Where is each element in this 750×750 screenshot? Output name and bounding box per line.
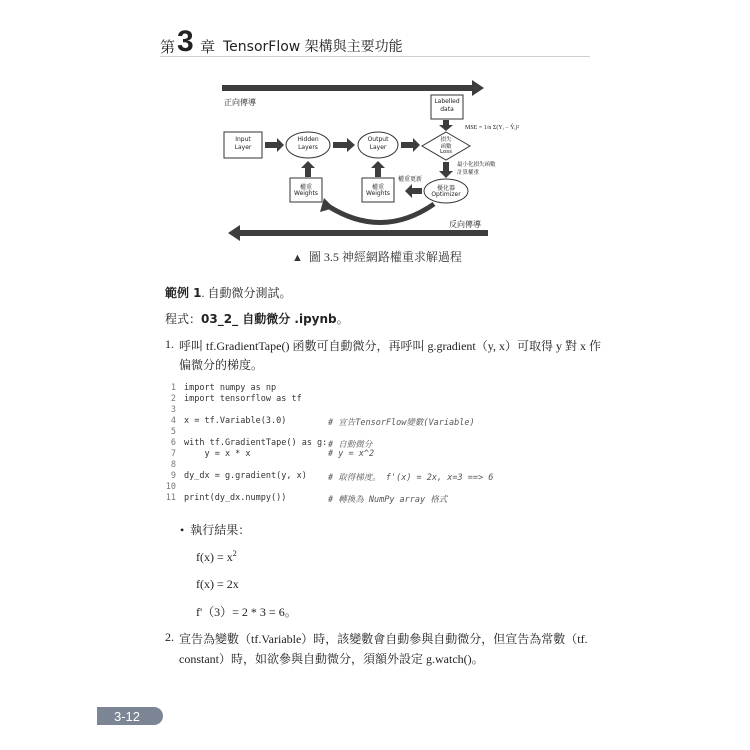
minimize-note-line2: 計算權重 [457, 170, 480, 176]
code-comment: # 自動微分 [328, 440, 373, 450]
code-text: import numpy as np [184, 383, 277, 393]
input-layer-line2: Layer [234, 144, 252, 151]
weights1-line1: 權重 [299, 184, 312, 191]
line-number: 4 [170, 416, 176, 426]
forward-label: 正向傳導 [224, 98, 256, 107]
code-line [165, 438, 327, 449]
line-number: 6 [170, 438, 176, 448]
code-line [165, 482, 184, 493]
code-text: dy_dx = g.gradient(y, x) [184, 471, 307, 481]
result-label: 執行結果： [190, 523, 251, 537]
result-heading [180, 521, 250, 538]
update-label: 權重更新 [398, 176, 423, 183]
neural-network-diagram [222, 80, 520, 245]
backward-arrow-bar [240, 230, 488, 236]
weights2-line1: 權重 [371, 184, 384, 191]
step2-number: 2. [165, 630, 174, 644]
code-line [165, 460, 184, 471]
weights2-line2: Weights [365, 190, 391, 197]
mse-formula: MSE = 1/n Σ(Yᵢ − Ŷᵢ)² [465, 125, 520, 131]
program-line [165, 310, 349, 327]
line-number: 7 [170, 449, 176, 459]
loss-line3: Loss [439, 149, 453, 155]
result-line1-sup: 2 [232, 549, 237, 558]
weights1-line2: Weights [293, 190, 319, 197]
code-line [165, 471, 307, 482]
optimizer-line2: Optimizer [431, 191, 461, 198]
example-heading [165, 284, 292, 301]
page-number-tab [97, 707, 163, 725]
chapter-prefix: 第 [160, 38, 176, 56]
line-number: 8 [170, 460, 176, 470]
program-prefix: 程式： [165, 312, 202, 326]
chapter-title: TensorFlow 架構與主要功能 [223, 39, 403, 55]
forward-arrow-bar [222, 85, 472, 91]
output-layer-line1: Output [367, 136, 389, 143]
code-line [165, 427, 184, 438]
code-line [165, 416, 286, 427]
labelled-data-line2: data [440, 106, 454, 113]
input-layer-line1: Input [235, 136, 251, 143]
code-text: x = tf.Variable(3.0) [184, 416, 287, 426]
backward-arrow-head [228, 225, 240, 241]
caption-triangle-icon: ▲ [292, 252, 303, 264]
chapter-number: 3 [177, 25, 194, 58]
step1-line2: 偏微分的梯度。 [179, 358, 264, 372]
chapter-suffix: 章 [200, 38, 216, 56]
code-block [165, 383, 585, 513]
code-line [165, 383, 276, 394]
code-text: y = x * x [184, 449, 251, 459]
result-line1-base: f(x) = x [196, 550, 233, 564]
optimizer-line1: 優化器 [436, 185, 455, 192]
result-line2: f(x) = 2x [196, 577, 239, 591]
line-number: 5 [170, 427, 176, 437]
loss-line2: 函數 [440, 144, 452, 150]
labelled-data-line1: Labelled [434, 98, 460, 105]
hidden-layers-line2: Layers [298, 144, 318, 151]
step1-line1: 呼叫 tf.GradientTape() 函數可自動微分，再呼叫 g.gradient（y, x）可取得 y 對 x 作 [179, 339, 601, 353]
result-line3: f'（3）= 2 * 3 = 6。 [196, 605, 297, 619]
program-name: 03_2_ 自動微分 .ipynb [201, 312, 337, 326]
code-comment: # 轉換為 NumPy array 格式 [328, 495, 448, 505]
line-number: 1 [170, 383, 176, 393]
code-line [165, 405, 184, 416]
forward-arrow-head [472, 80, 484, 96]
step2-line1: 宣告為變數（tf.Variable）時，該變數會自動參與自動微分，但宣告為常數（tf. [179, 632, 588, 646]
code-line [165, 449, 251, 460]
figure-caption [292, 248, 462, 265]
caption-text: 圖 3.5 神經網路權重求解過程 [308, 250, 462, 264]
code-line [165, 493, 286, 504]
code-comment: # y = x^2 [328, 449, 375, 459]
page-number: 3-12 [113, 709, 141, 724]
program-suffix: 。 [336, 312, 349, 326]
code-line [165, 394, 302, 405]
line-number: 10 [165, 482, 176, 492]
step2-line2: constant）時，如欲參與自動微分，須額外設定 g.watch()。 [179, 652, 484, 666]
example-label: 範例 1 [165, 286, 202, 300]
loss-line1: 損失 [440, 137, 452, 143]
minimize-note-line1: 最小化損失函數 [457, 162, 496, 168]
line-number: 2 [170, 394, 176, 404]
step1-number: 1. [165, 337, 174, 351]
hidden-layers-line1: Hidden [297, 136, 319, 143]
code-comment: # 宣告TensorFlow變數(Variable) [328, 418, 475, 428]
code-text: import tensorflow as tf [184, 394, 302, 404]
line-number: 3 [170, 405, 176, 415]
chapter-header [160, 25, 590, 58]
bullet-icon: • [180, 523, 185, 537]
result-line1 [196, 549, 237, 565]
example-text: . 自動微分測試。 [201, 286, 292, 300]
update-curve-arrow [328, 204, 434, 223]
code-comment: # 取得梯度。 f'(x) = 2x, x=3 ==> 6 [328, 473, 494, 483]
code-text: print(dy_dx.numpy()) [184, 493, 287, 503]
code-text: with tf.GradientTape() as g: [184, 438, 328, 448]
line-number: 11 [165, 493, 176, 503]
backward-label: 反向傳導 [449, 220, 481, 229]
output-layer-line2: Layer [369, 144, 387, 151]
line-number: 9 [170, 471, 176, 481]
